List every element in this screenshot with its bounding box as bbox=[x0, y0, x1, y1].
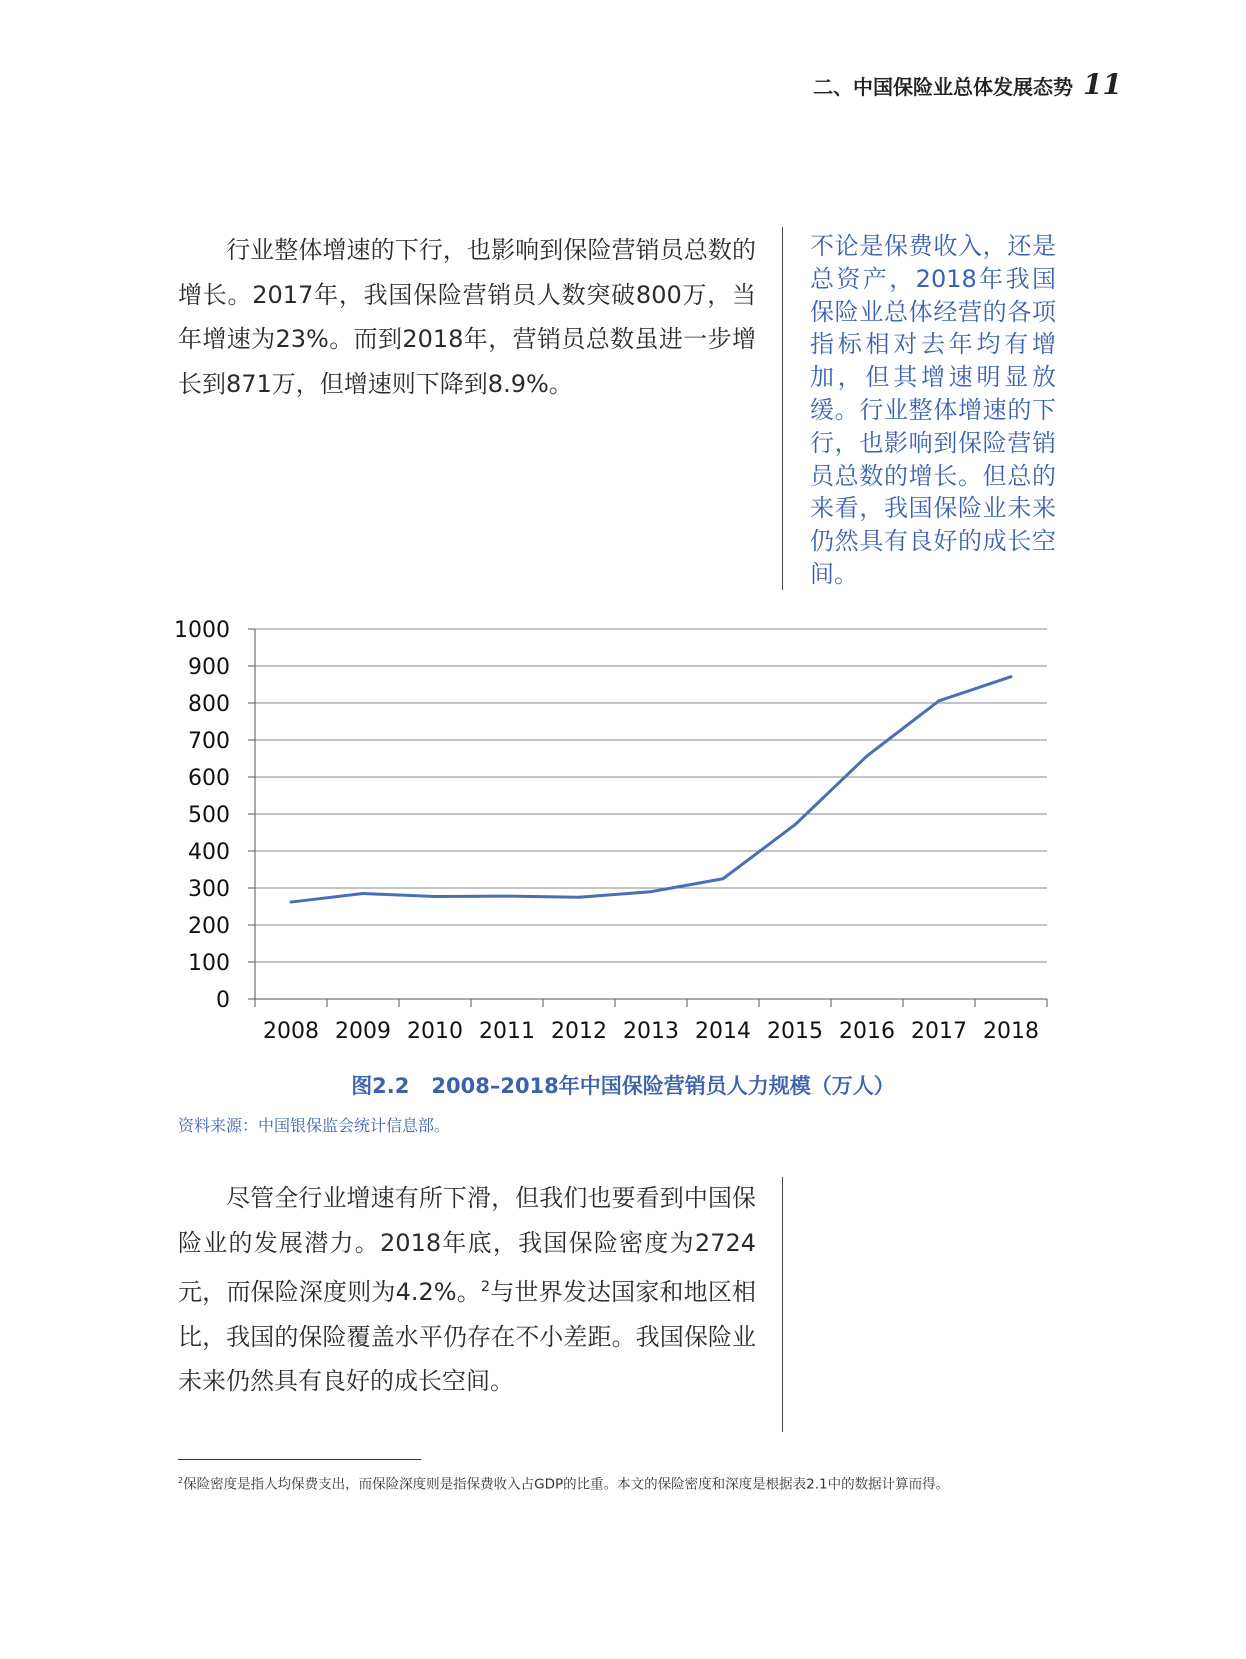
y-tick-labels bbox=[174, 618, 230, 1013]
paragraph-2-text-a: 尽管全行业增速有所下滑，但我们也要看到中国保险业的发展潜力。2018年底，我国保险密度为2724元，而保险深度则为4.2%。 bbox=[178, 1184, 756, 1306]
x-tick-label: 2011 bbox=[479, 1019, 535, 1044]
page-number: 11 bbox=[1083, 68, 1122, 101]
footnote bbox=[178, 1468, 1058, 1497]
y-tick-label: 500 bbox=[188, 803, 230, 828]
y-tick-label: 900 bbox=[188, 655, 230, 680]
chart-gridlines bbox=[255, 629, 1047, 962]
data-point bbox=[722, 877, 725, 880]
y-tick-label: 100 bbox=[188, 951, 230, 976]
source-note: 资料来源：中国银保监会统计信息部。 bbox=[178, 1116, 451, 1135]
x-tick-label: 2016 bbox=[839, 1019, 895, 1044]
series-line bbox=[291, 677, 1011, 902]
sidebar-pull-quote: 不论是保费收入，还是总资产，2018年我国保险业总体经营的各项指标相对去年均有增加，但其增速明显放缓。行业整体增速的下行，也影响到保险营销员总数的增长。但总的来看，我国保险业未来仍然具有良好的成长空间。 bbox=[810, 232, 1056, 588]
y-tick-label: 400 bbox=[188, 840, 230, 865]
footnote-rule bbox=[178, 1459, 421, 1460]
chart-axes bbox=[248, 629, 1047, 1007]
data-point bbox=[650, 890, 653, 893]
x-tick-label: 2018 bbox=[983, 1019, 1039, 1044]
data-point bbox=[866, 754, 869, 757]
data-point bbox=[434, 895, 437, 898]
y-tick-label: 1000 bbox=[174, 618, 230, 643]
y-tick-label: 800 bbox=[188, 692, 230, 717]
figure-number: 图2.2 bbox=[351, 1074, 410, 1098]
data-point bbox=[578, 896, 581, 899]
data-point bbox=[1010, 675, 1013, 678]
x-tick-label: 2010 bbox=[407, 1019, 463, 1044]
data-point bbox=[362, 892, 365, 895]
y-tick-label: 0 bbox=[216, 988, 230, 1013]
x-tick-label: 2014 bbox=[695, 1019, 751, 1044]
y-tick-label: 700 bbox=[188, 729, 230, 754]
figure-title: 2008–2018年中国保险营销员人力规模（万人） bbox=[431, 1074, 895, 1098]
figure-caption bbox=[0, 1070, 1246, 1100]
x-tick-label: 2008 bbox=[263, 1019, 319, 1044]
chart-series bbox=[290, 675, 1013, 903]
x-tick-labels bbox=[263, 1019, 1039, 1044]
data-point bbox=[938, 699, 941, 702]
data-point bbox=[794, 823, 797, 826]
data-point bbox=[506, 895, 509, 898]
x-tick-label: 2012 bbox=[551, 1019, 607, 1044]
x-tick-label: 2015 bbox=[767, 1019, 823, 1044]
footnote-text: 保险密度是指人均保费支出，而保险深度则是指保费收入占GDP的比重。本文的保险密度和深度是根据表2.1中的数据计算而得。 bbox=[183, 1476, 950, 1493]
y-tick-label: 600 bbox=[188, 766, 230, 791]
body-paragraph-2 bbox=[178, 1176, 756, 1404]
paragraph-1-text: 行业整体增速的下行，也影响到保险营销员总数的增长。2017年，我国保险营销员人数突破800万，当年增速为23%。而到2018年，营销员总数虽进一步增长到871万，但增速则下降到8.9%。 bbox=[178, 236, 756, 398]
x-tick-label: 2013 bbox=[623, 1019, 679, 1044]
footnote-reference[interactable]: 2 bbox=[480, 1279, 491, 1295]
data-point bbox=[290, 901, 293, 904]
footnote-marker: 2 bbox=[178, 1475, 184, 1485]
x-tick-label: 2017 bbox=[911, 1019, 967, 1044]
sidebar-divider-2 bbox=[782, 1177, 783, 1432]
paragraph-2-text-b: 与世界发达国家和地区相比，我国的保险覆盖水平仍存在不小差距。我国保险业未来仍然具有良好的成长空间。 bbox=[178, 1278, 756, 1395]
y-tick-label: 200 bbox=[188, 914, 230, 939]
x-tick-label: 2009 bbox=[335, 1019, 391, 1044]
chapter-title: 二、中国保险业总体发展态势 bbox=[813, 75, 1074, 99]
y-tick-label: 300 bbox=[188, 877, 230, 902]
